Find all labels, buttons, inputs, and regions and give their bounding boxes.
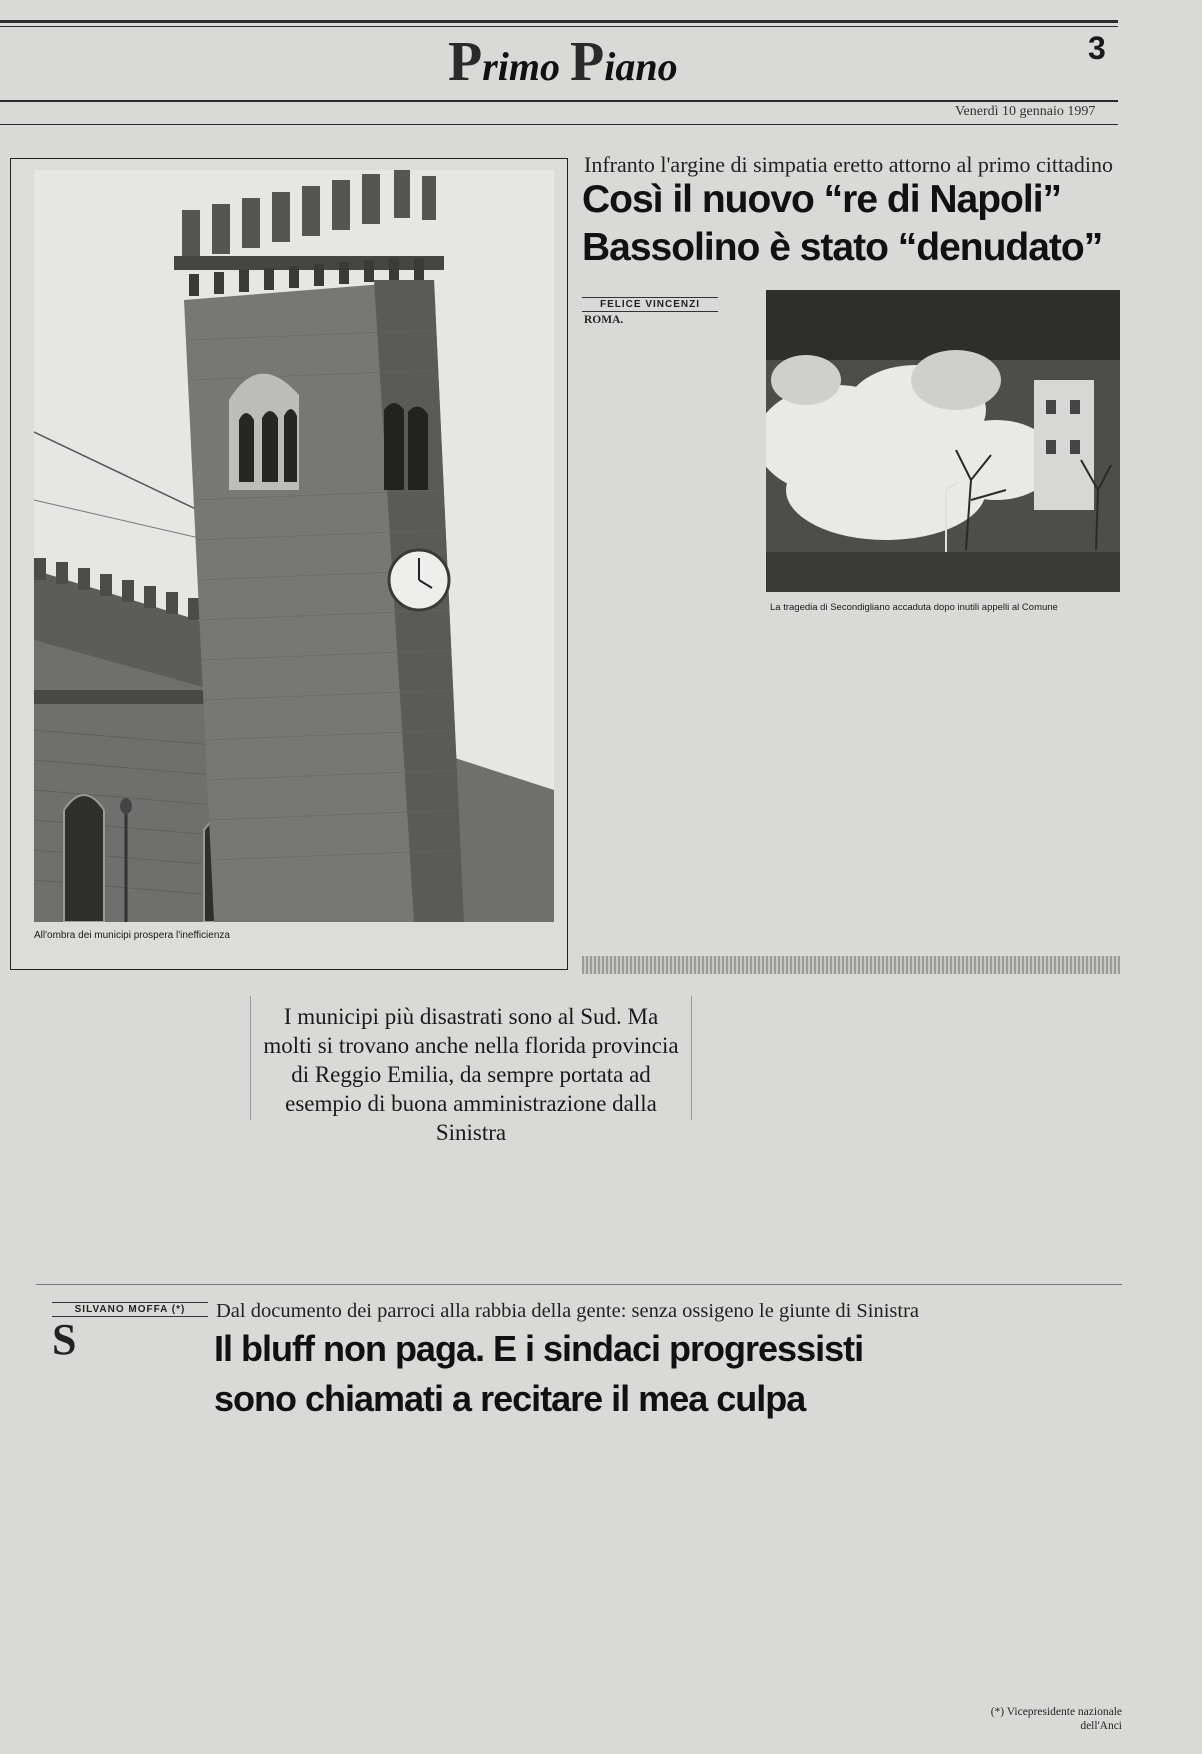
middle-story-column-1	[36, 996, 210, 1268]
top-story-headline-line2: Bassolino è stato “denudato”	[582, 226, 1103, 269]
middle-story-bottom-rule	[36, 1284, 1122, 1285]
section-title	[448, 31, 678, 94]
masthead-bottom-rule	[0, 100, 1118, 102]
top-story-column-2	[768, 630, 930, 966]
bottom-story-dropcap: S	[52, 1315, 77, 1364]
page-number: 3	[1088, 30, 1106, 66]
bottom-story-headline-line2: sono chiamati a recitare il mea culpa	[214, 1378, 806, 1419]
bottom-story-column-1	[52, 1322, 210, 1732]
top-story-kicker: Infranto l'argine di simpatia eretto attorno al primo cittadino	[584, 152, 1113, 177]
middle-story-column-4	[710, 996, 900, 1268]
middle-story-column-5	[918, 996, 1122, 1268]
secondigliano-photo-caption: La tragedia di Secondigliano accaduta dopo inutili appelli al Comune	[770, 602, 1058, 613]
bottom-story-author-note: (*) Vicepresidente nazionale dell'Anci	[990, 1706, 1122, 1732]
tower-photo-caption: All'ombra dei municipi prospera l'inefficienza	[34, 930, 230, 941]
middle-story-column-2	[250, 1124, 456, 1268]
top-story-byline: FELICE VINCENZI	[582, 297, 718, 312]
middle-story-pullquote-box	[250, 996, 692, 1145]
issue-date: Venerdì 10 gennaio 1997	[955, 104, 1096, 119]
bottom-story-column-6	[950, 1302, 1122, 1706]
top-story-column-3	[946, 630, 1116, 966]
section-initial-2: P	[570, 31, 605, 93]
tower-photo	[34, 170, 554, 922]
top-story-column-1: ROMA.	[584, 314, 624, 326]
masthead-top-rule	[0, 20, 1118, 23]
section-initial-1: P	[448, 31, 483, 93]
bottom-story-column-5	[728, 1436, 902, 1732]
bottom-story-kicker: Dal documento dei parroci alla rabbia della gente: senza ossigeno le giunte di Sinistra	[216, 1300, 920, 1322]
secondigliano-photo	[766, 290, 1120, 592]
top-story-headline-line1: Così il nuovo “re di Napoli”	[582, 178, 1062, 221]
bottom-story-column-3	[384, 1436, 544, 1732]
masthead-date-rule	[0, 124, 1118, 125]
bottom-story-column-2	[214, 1436, 374, 1732]
bottom-story-byline: SILVANO MOFFA (*)	[52, 1302, 208, 1317]
top-story-bottom-bar	[582, 956, 1120, 974]
section-word-1: rimo	[482, 44, 561, 89]
middle-story-pullquote: I municipi più disastrati sono al Sud. Ma molti si trovano anche nella florida provincia di Reggio Emilia, da sempre portata ad esempio di buona amministrazione dalla Sinistra	[263, 1004, 679, 1145]
bottom-story-headline-line1: Il bluff non paga. E i sindaci progressisti	[214, 1328, 864, 1369]
middle-story-column-3	[474, 1124, 690, 1268]
masthead-top-rule-thin	[0, 26, 1118, 27]
section-word-2: iano	[604, 44, 678, 89]
bottom-story-column-4	[554, 1436, 716, 1732]
